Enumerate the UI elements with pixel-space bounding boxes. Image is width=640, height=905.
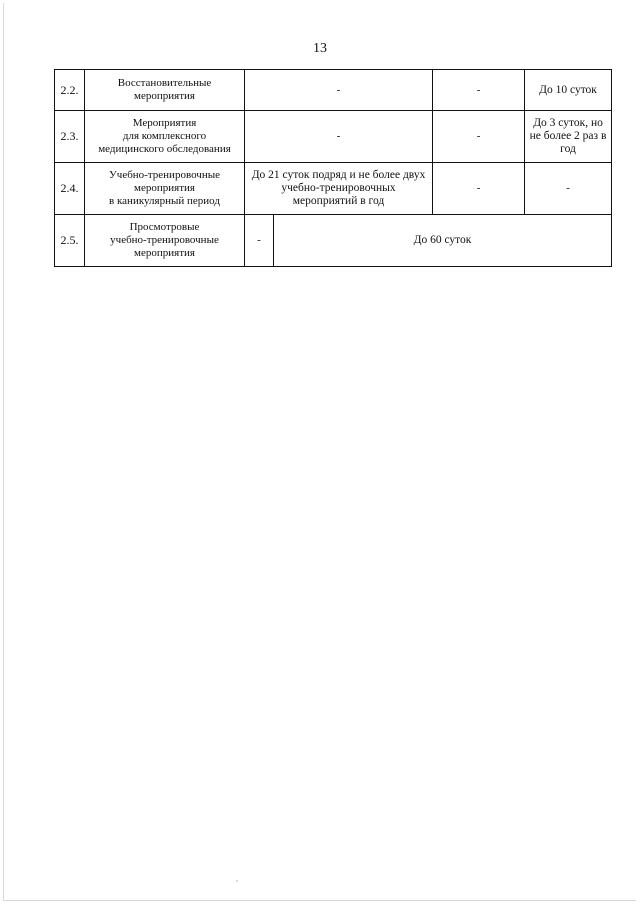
value-cell: - (245, 215, 274, 267)
event-name: Просмотровые учебно-тренировочные мероприятия (85, 215, 245, 267)
value-cell: - (245, 70, 433, 111)
value-cell: - (433, 111, 525, 163)
duration-cell: До 60 суток (274, 215, 612, 267)
table-row (55, 163, 612, 215)
value-cell: - (245, 111, 433, 163)
event-name: Мероприятия для комплексного медицинского обследования (85, 111, 245, 163)
row-number: 2.2. (55, 70, 85, 111)
event-name: Учебно-тренировочные мероприятия в каникулярный период (85, 163, 245, 215)
table-row (55, 70, 612, 111)
event-name: Восстановительные мероприятия (85, 70, 245, 111)
events-table (54, 69, 612, 267)
value-cell: - (525, 163, 612, 215)
duration-cell: До 3 суток, но не более 2 раз в год (525, 111, 612, 163)
duration-cell: До 21 суток подряд и не более двух учебно-тренировочных мероприятий в год (245, 163, 433, 215)
scan-speck (236, 880, 238, 882)
row-number: 2.5. (55, 215, 85, 267)
value-cell: - (433, 163, 525, 215)
row-number: 2.3. (55, 111, 85, 163)
page-number: 13 (313, 41, 327, 56)
value-cell: - (433, 70, 525, 111)
table-row (55, 215, 612, 267)
table-row (55, 111, 612, 163)
duration-cell: До 10 суток (525, 70, 612, 111)
row-number: 2.4. (55, 163, 85, 215)
